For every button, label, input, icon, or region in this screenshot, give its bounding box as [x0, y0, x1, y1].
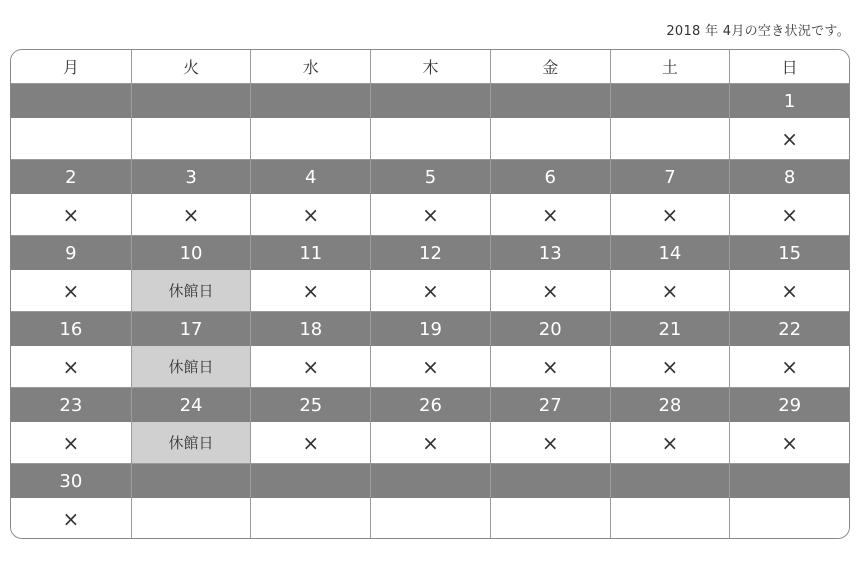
date-cell: 11 [250, 236, 370, 270]
weekday-header-fri: 金 [490, 50, 610, 84]
empty-status-cell [131, 498, 251, 539]
empty-status-cell [250, 498, 370, 539]
weekday-header-mon: 月 [11, 50, 131, 84]
date-cell: 27 [490, 388, 610, 422]
date-cell: 19 [370, 312, 490, 346]
unavailable-cell[interactable]: × [250, 346, 370, 388]
unavailable-cell[interactable]: × [610, 422, 730, 464]
unavailable-cell[interactable]: × [490, 422, 610, 464]
date-cell [250, 84, 370, 118]
date-cell: 20 [490, 312, 610, 346]
date-cell: 14 [610, 236, 730, 270]
unavailable-cell[interactable]: × [490, 346, 610, 388]
empty-status-cell [370, 498, 490, 539]
date-cell: 5 [370, 160, 490, 194]
date-cell: 12 [370, 236, 490, 270]
empty-status-cell [610, 118, 730, 160]
unavailable-cell[interactable]: × [370, 270, 490, 312]
unavailable-cell[interactable]: × [11, 346, 131, 388]
unavailable-cell[interactable]: × [11, 422, 131, 464]
unavailable-cell[interactable]: × [11, 498, 131, 539]
date-cell: 17 [131, 312, 251, 346]
date-cell: 24 [131, 388, 251, 422]
date-cell [370, 464, 490, 498]
weekday-header-wed: 水 [250, 50, 370, 84]
weekday-header-tue: 火 [131, 50, 251, 84]
date-cell: 9 [11, 236, 131, 270]
availability-calendar [10, 49, 850, 539]
date-cell: 18 [250, 312, 370, 346]
unavailable-cell[interactable]: × [11, 194, 131, 236]
date-cell: 26 [370, 388, 490, 422]
unavailable-cell[interactable]: × [250, 194, 370, 236]
unavailable-cell[interactable]: × [729, 346, 849, 388]
empty-status-cell [131, 118, 251, 160]
date-cell [370, 84, 490, 118]
date-cell [729, 464, 849, 498]
empty-status-cell [610, 498, 730, 539]
date-cell: 15 [729, 236, 849, 270]
date-cell: 4 [250, 160, 370, 194]
weekday-header-thu: 木 [370, 50, 490, 84]
date-cell: 3 [131, 160, 251, 194]
unavailable-cell[interactable]: × [11, 270, 131, 312]
unavailable-cell[interactable]: × [729, 194, 849, 236]
date-cell: 13 [490, 236, 610, 270]
date-cell [131, 84, 251, 118]
unavailable-cell[interactable]: × [250, 422, 370, 464]
empty-status-cell [490, 118, 610, 160]
date-cell [11, 84, 131, 118]
date-cell: 2 [11, 160, 131, 194]
date-cell: 21 [610, 312, 730, 346]
unavailable-cell[interactable]: × [729, 118, 849, 160]
weekday-header-sat: 土 [610, 50, 730, 84]
empty-status-cell [490, 498, 610, 539]
date-cell: 25 [250, 388, 370, 422]
closed-day-cell: 休館日 [131, 346, 251, 388]
unavailable-cell[interactable]: × [131, 194, 251, 236]
date-cell: 7 [610, 160, 730, 194]
availability-caption: 2018 年 4月の空き状況です。 [666, 24, 850, 39]
unavailable-cell[interactable]: × [250, 270, 370, 312]
date-cell: 1 [729, 84, 849, 118]
empty-status-cell [250, 118, 370, 160]
unavailable-cell[interactable]: × [370, 422, 490, 464]
date-cell [490, 84, 610, 118]
unavailable-cell[interactable]: × [370, 346, 490, 388]
calendar-grid [11, 50, 849, 538]
weekday-header-sun: 日 [729, 50, 849, 84]
closed-day-cell: 休館日 [131, 270, 251, 312]
empty-status-cell [11, 118, 131, 160]
date-cell: 30 [11, 464, 131, 498]
date-cell [250, 464, 370, 498]
unavailable-cell[interactable]: × [729, 422, 849, 464]
date-cell: 6 [490, 160, 610, 194]
date-cell [610, 464, 730, 498]
date-cell: 10 [131, 236, 251, 270]
date-cell: 28 [610, 388, 730, 422]
date-cell: 29 [729, 388, 849, 422]
date-cell: 23 [11, 388, 131, 422]
closed-day-cell: 休館日 [131, 422, 251, 464]
unavailable-cell[interactable]: × [490, 194, 610, 236]
date-cell [610, 84, 730, 118]
date-cell: 22 [729, 312, 849, 346]
unavailable-cell[interactable]: × [370, 194, 490, 236]
empty-status-cell [729, 498, 849, 539]
unavailable-cell[interactable]: × [610, 346, 730, 388]
empty-status-cell [370, 118, 490, 160]
unavailable-cell[interactable]: × [610, 270, 730, 312]
unavailable-cell[interactable]: × [729, 270, 849, 312]
date-cell: 16 [11, 312, 131, 346]
unavailable-cell[interactable]: × [490, 270, 610, 312]
date-cell [490, 464, 610, 498]
date-cell [131, 464, 251, 498]
date-cell: 8 [729, 160, 849, 194]
unavailable-cell[interactable]: × [610, 194, 730, 236]
